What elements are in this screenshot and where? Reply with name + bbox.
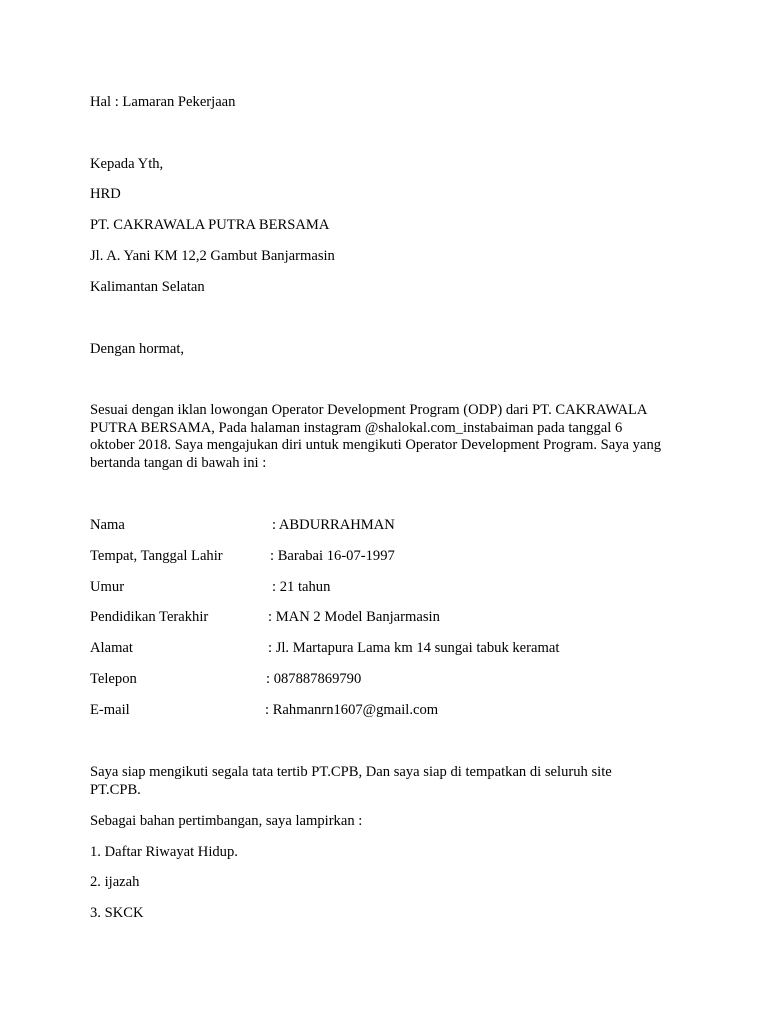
detail-row-nama xyxy=(90,517,395,533)
detail-value: : 087887869790 xyxy=(266,671,362,687)
detail-value: : MAN 2 Model Banjarmasin xyxy=(268,609,440,625)
detail-value: : 21 tahun xyxy=(272,579,331,595)
commitment-paragraph: Saya siap mengikuti segala tata tertib PT.CPB, Dan saya siap di tempatkan di seluruh site PT.CPB. xyxy=(90,764,612,798)
recipient-salutation: Kepada Yth, xyxy=(90,156,164,172)
detail-value: : ABDURRAHMAN xyxy=(272,517,395,533)
detail-label: Alamat xyxy=(90,640,133,656)
detail-value: : Rahmanrn1607@gmail.com xyxy=(265,702,439,718)
detail-row-birth xyxy=(90,548,395,564)
detail-row-age xyxy=(90,579,331,595)
attachment-item: 3. SKCK xyxy=(90,905,144,921)
detail-label: Telepon xyxy=(90,671,137,687)
detail-row-phone xyxy=(90,671,362,687)
detail-value: : Jl. Martapura Lama km 14 sungai tabuk keramat xyxy=(268,640,560,656)
detail-row-education xyxy=(90,609,440,625)
attachment-item: 1. Daftar Riwayat Hidup. xyxy=(90,844,238,860)
attachment-item: 2. ijazah xyxy=(90,874,140,890)
detail-value: : Barabai 16-07-1997 xyxy=(270,548,395,564)
detail-label: Pendidikan Terakhir xyxy=(90,609,209,625)
recipient-street: Jl. A. Yani KM 12,2 Gambut Banjarmasin xyxy=(90,248,335,264)
recipient-province: Kalimantan Selatan xyxy=(90,279,205,295)
detail-label: E-mail xyxy=(90,702,130,718)
detail-row-address xyxy=(90,640,560,656)
detail-label: Nama xyxy=(90,517,125,533)
detail-label: Umur xyxy=(90,579,125,595)
recipient-department: HRD xyxy=(90,186,121,202)
detail-row-email xyxy=(90,702,439,718)
letter-greeting: Dengan hormat, xyxy=(90,341,185,357)
recipient-company: PT. CAKRAWALA PUTRA BERSAMA xyxy=(90,217,330,233)
detail-label: Tempat, Tanggal Lahir xyxy=(90,548,223,564)
intro-paragraph: Sesuai dengan iklan lowongan Operator Development Program (ODP) dari PT. CAKRAWALA PUTRA BERSAMA, Pada halaman instagram @shalokal.com_instabaiman pada tanggal 6 oktober 2018. Saya mengajukan diri untuk mengikuti Operator Development Program. Saya yang bertanda tangan di bawah ini : xyxy=(90,402,662,471)
letter-subject: Hal : Lamaran Pekerjaan xyxy=(90,94,236,110)
attachments-intro: Sebagai bahan pertimbangan, saya lampirkan : xyxy=(90,813,363,829)
